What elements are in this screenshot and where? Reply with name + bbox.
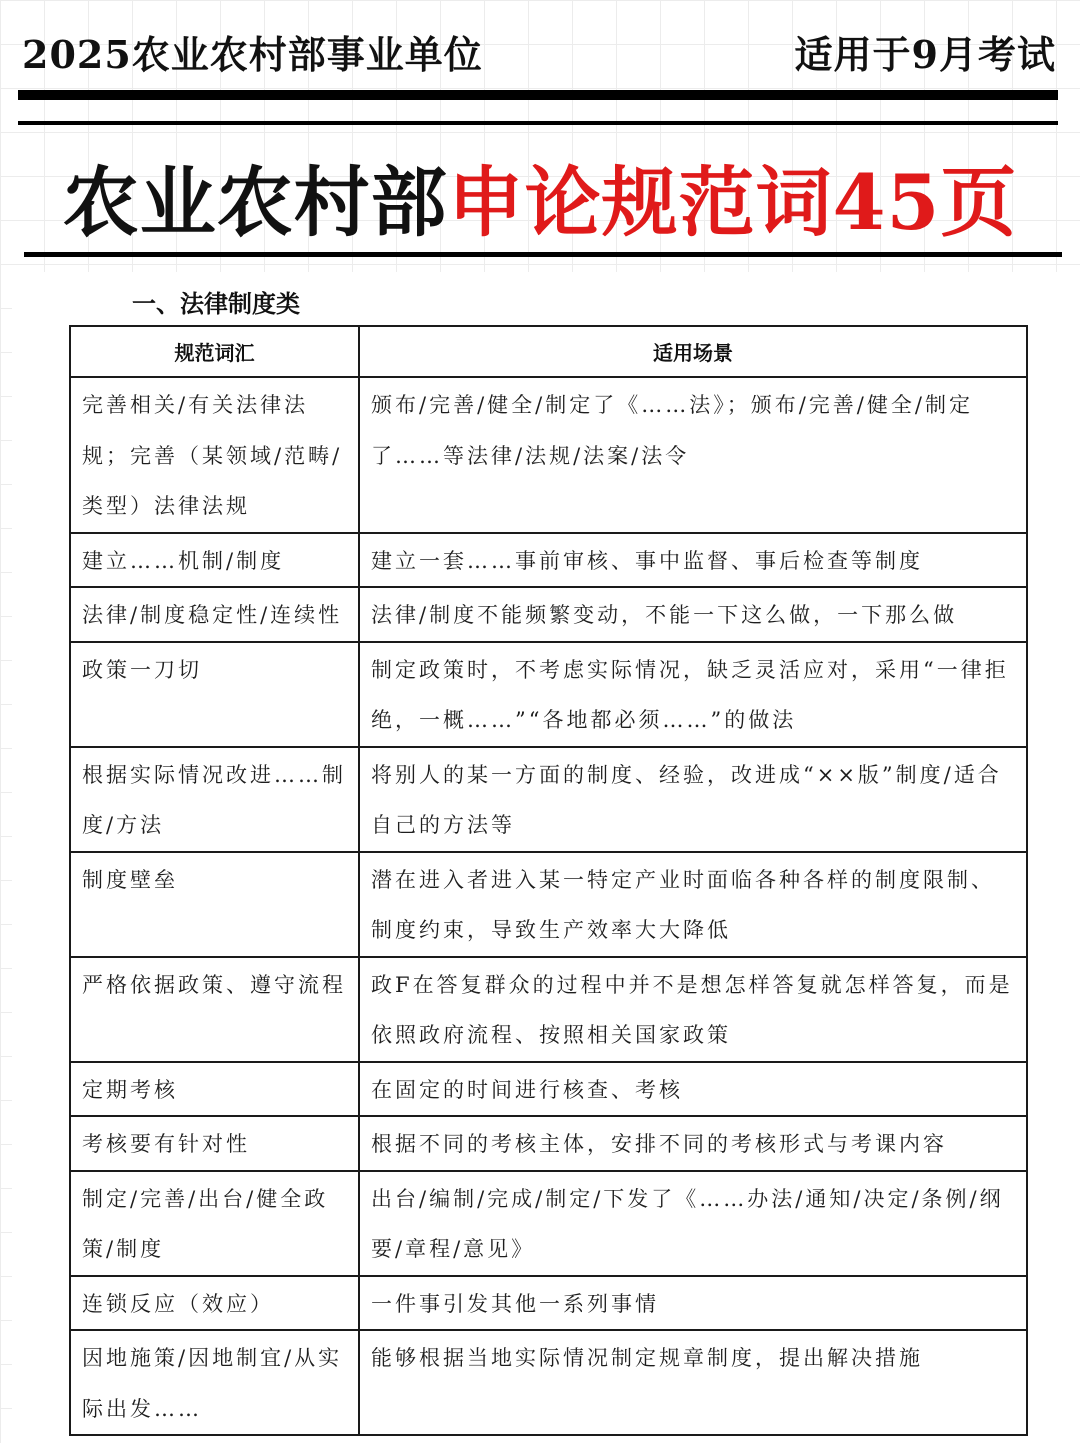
usage-cell: 政F在答复群众的过程中并不是想怎样答复就怎样答复，而是依照政府流程、按照相关国家政策 [359,957,1027,1062]
table-row [70,747,1027,852]
usage-cell: 在固定的时间进行核查、考核 [359,1062,1027,1117]
usage-cell: 一件事引发其他一系列事情 [359,1276,1027,1331]
table-row [70,1116,1027,1171]
table-header-row [70,326,1027,377]
term-cell: 法律/制度稳定性/连续性 [70,587,359,642]
table-row [70,377,1027,533]
table-row [70,852,1027,957]
section-heading: 一、法律制度类 [132,290,300,318]
term-cell: 完善相关/有关法律法规；完善（某领域/范畴/类型）法律法规 [70,377,359,533]
term-cell: 因地施策/因地制宜/从实际出发…… [70,1330,359,1435]
page-title [0,142,1080,251]
usage-cell: 出台/编制/完成/制定/下发了《……办法/通知/决定/条例/纲要/章程/意见》 [359,1171,1027,1276]
table-row [70,533,1027,588]
term-cell: 定期考核 [70,1062,359,1117]
term-cell: 制定/完善/出台/健全政策/制度 [70,1171,359,1276]
header-thin-rule [18,121,1058,125]
column-header-term: 规范词汇 [70,326,359,377]
header-left-text: 2025农业农村部事业单位 [22,32,483,77]
usage-cell: 颁布/完善/健全/制定了《……法》；颁布/完善/健全/制定了……等法律/法规/法案/法令 [359,377,1027,533]
table-row [70,1171,1027,1276]
table-row [70,1330,1027,1435]
title-bottom-rule [24,252,1062,257]
term-cell: 建立……机制/制度 [70,533,359,588]
usage-cell: 根据不同的考核主体，安排不同的考核形式与考课内容 [359,1116,1027,1171]
term-cell: 制度壁垒 [70,852,359,957]
header-right-text: 适用于9月考试 [794,32,1056,77]
header-thick-rule [18,90,1058,100]
column-header-usage: 适用场景 [359,326,1027,377]
table-row [70,587,1027,642]
term-cell: 政策一刀切 [70,642,359,747]
term-cell: 考核要有针对性 [70,1116,359,1171]
table-row [70,957,1027,1062]
term-cell: 严格依据政策、遵守流程 [70,957,359,1062]
usage-cell: 制定政策时，不考虑实际情况，缺乏灵活应对，采用“一律拒绝，一概……”“各地都必须……”的做法 [359,642,1027,747]
usage-cell: 建立一套……事前审核、事中监督、事后检查等制度 [359,533,1027,588]
usage-cell: 将别人的某一方面的制度、经验，改进成“××版”制度/适合自己的方法等 [359,747,1027,852]
table-row [70,642,1027,747]
usage-cell: 法律/制度不能频繁变动，不能一下这么做，一下那么做 [359,587,1027,642]
usage-cell: 能够根据当地实际情况制定规章制度，提出解决措施 [359,1330,1027,1435]
title-red-part: 申论规范词45页 [447,158,1018,247]
term-cell: 根据实际情况改进……制度/方法 [70,747,359,852]
table-row [70,1276,1027,1331]
table-row [70,1062,1027,1117]
header-strip [0,0,1080,270]
title-black-part: 农业农村部 [62,158,448,247]
usage-cell: 潜在进入者进入某一特定产业时面临各种各样的制度限制、制度约束，导致生产效率大大降低 [359,852,1027,957]
term-cell: 连锁反应（效应） [70,1276,359,1331]
vocabulary-table [69,325,1028,1436]
